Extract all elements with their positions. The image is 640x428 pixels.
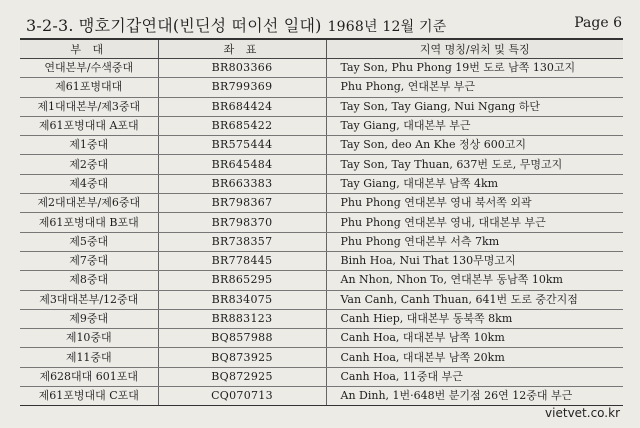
coordinate-cell: BQ873925	[158, 348, 326, 367]
unit-cell: 연대본부/수색중대	[20, 59, 158, 78]
table-row	[20, 367, 623, 386]
location-cell: Tay Son, deo An Khe 정상 600고지	[326, 136, 623, 155]
table-row	[20, 59, 623, 78]
coordinate-cell: BR738357	[158, 232, 326, 251]
table-row	[20, 194, 623, 213]
coordinate-cell: BR663383	[158, 174, 326, 193]
location-cell: Canh Hiep, 대대본부 동북쪽 8km	[326, 309, 623, 328]
coordinate-cell: CQ070713	[158, 387, 326, 406]
unit-cell: 제1대대본부/제3중대	[20, 97, 158, 116]
unit-cell: 제8중대	[20, 271, 158, 290]
page-number: Page 6	[574, 15, 622, 31]
location-cell: Tay Son, Phu Phong 19번 도로 남쪽 130고지	[326, 59, 623, 78]
table-row	[20, 174, 623, 193]
coordinate-cell: BR645484	[158, 155, 326, 174]
table-row	[20, 213, 623, 232]
table-row	[20, 251, 623, 270]
table-row	[20, 290, 623, 309]
location-cell: Van Canh, Canh Thuan, 641번 도로 중간지점	[326, 290, 623, 309]
location-cell: An Nhon, Nhon To, 연대본부 동남쪽 10km	[326, 271, 623, 290]
unit-cell: 제4중대	[20, 174, 158, 193]
location-cell: Phu Phong 연대본부 영내, 대대본부 부근	[326, 213, 623, 232]
unit-cell: 제9중대	[20, 309, 158, 328]
document-header	[18, 10, 622, 36]
table-row	[20, 97, 623, 116]
watermark: vietvet.co.kr	[545, 406, 620, 420]
location-cell: Canh Hoa, 대대본부 남쪽 10km	[326, 329, 623, 348]
table-row	[20, 78, 623, 97]
coordinate-cell: BQ872925	[158, 367, 326, 386]
location-cell: Tay Giang, 대대본부 남쪽 4km	[326, 174, 623, 193]
coordinate-cell: BR865295	[158, 271, 326, 290]
coordinate-cell: BR798367	[158, 194, 326, 213]
table-row	[20, 309, 623, 328]
coordinate-cell: BR834075	[158, 290, 326, 309]
location-cell: Canh Hoa, 대대본부 남쪽 20km	[326, 348, 623, 367]
table-row	[20, 116, 623, 135]
coordinate-cell: BR685422	[158, 116, 326, 135]
location-cell: Tay Giang, 대대본부 부근	[326, 116, 623, 135]
unit-cell: 제5중대	[20, 232, 158, 251]
location-cell: Phu Phong 연대본부 영내 북서쪽 외곽	[326, 194, 623, 213]
table-body	[20, 59, 623, 406]
unit-cell: 제10중대	[20, 329, 158, 348]
unit-cell: 제2중대	[20, 155, 158, 174]
location-cell: Canh Hoa, 11중대 부근	[326, 367, 623, 386]
unit-location-table	[20, 38, 623, 406]
table-header-row	[20, 39, 623, 59]
header-unit: 부 대	[20, 39, 158, 59]
header-location: 지역 명칭/위치 및 특징	[326, 39, 623, 59]
section-title-text: 3-2-3. 맹호기갑연대(빈딘성 떠이선 일대)	[26, 16, 322, 35]
unit-cell: 제61포병대대 B포대	[20, 213, 158, 232]
location-cell: Binh Hoa, Nui That 130무명고지	[326, 251, 623, 270]
unit-cell: 제3대대본부/12중대	[20, 290, 158, 309]
coordinate-cell: BR778445	[158, 251, 326, 270]
section-title	[26, 13, 446, 36]
coordinate-cell: BR883123	[158, 309, 326, 328]
table-row	[20, 329, 623, 348]
coordinate-cell: BR799369	[158, 78, 326, 97]
table-row	[20, 348, 623, 367]
location-cell: Phu Phong 연대본부 서측 7km	[326, 232, 623, 251]
coordinate-cell: BR575444	[158, 136, 326, 155]
unit-cell: 제61포병대대 C포대	[20, 387, 158, 406]
location-cell: Phu Phong, 연대본부 부근	[326, 78, 623, 97]
location-cell: Tay Son, Tay Giang, Nui Ngang 하단	[326, 97, 623, 116]
unit-cell: 제61포병대대 A포대	[20, 116, 158, 135]
coordinate-cell: BR798370	[158, 213, 326, 232]
location-cell: Tay Son, Tay Thuan, 637번 도로, 무명고지	[326, 155, 623, 174]
unit-cell: 제61포병대대	[20, 78, 158, 97]
table-row	[20, 232, 623, 251]
unit-cell: 제628대대 601포대	[20, 367, 158, 386]
coordinate-cell: BQ857988	[158, 329, 326, 348]
header-coordinate: 좌 표	[158, 39, 326, 59]
location-cell: An Dinh, 1번·648번 분기점 26연 12중대 부근	[326, 387, 623, 406]
unit-cell: 제7중대	[20, 251, 158, 270]
table-row	[20, 387, 623, 406]
unit-cell: 제11중대	[20, 348, 158, 367]
unit-cell: 제2대대본부/제6중대	[20, 194, 158, 213]
table-row	[20, 136, 623, 155]
coordinate-cell: BR684424	[158, 97, 326, 116]
table-row	[20, 155, 623, 174]
unit-cell: 제1중대	[20, 136, 158, 155]
reference-date: 1968년 12월 기준	[327, 19, 447, 35]
coordinate-cell: BR803366	[158, 59, 326, 78]
table-row	[20, 271, 623, 290]
